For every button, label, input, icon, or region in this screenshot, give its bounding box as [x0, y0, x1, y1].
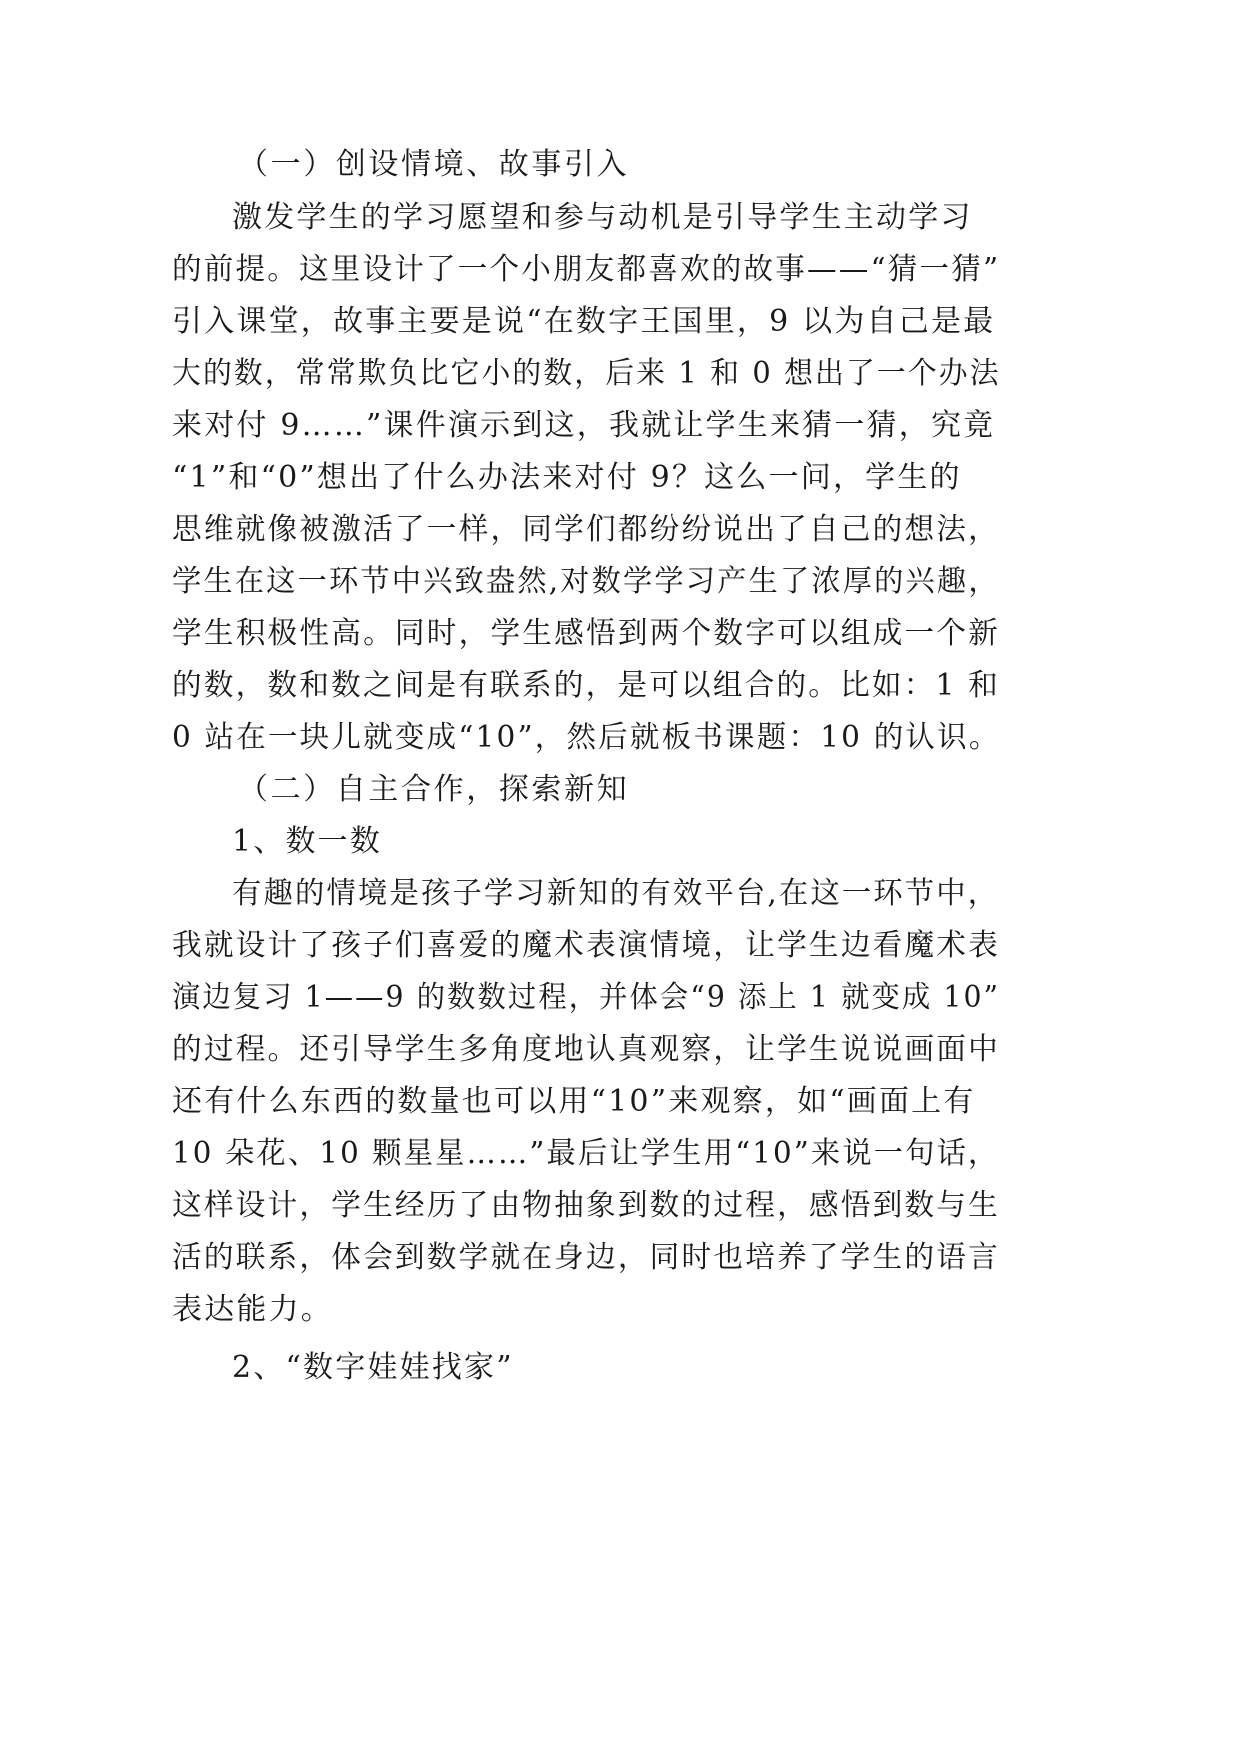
paragraph-line: 学生积极性高。同时，学生感悟到两个数字可以组成一个新: [172, 616, 1000, 651]
paragraph-line: 来对付 9……”课件演示到这，我就让学生来猜一猜，究竟: [172, 408, 996, 443]
paragraph-line: 学生在这一环节中兴致盎然,对数学学习产生了浓厚的兴趣，: [172, 564, 1000, 599]
paragraph-line: 10 朵花、10 颗星星……”最后让学生用“10”来说一句话，: [172, 1136, 1000, 1171]
paragraph-line: 思维就像被激活了一样，同学们都纷纷说出了自己的想法，: [172, 512, 1000, 547]
paragraph-line: 的数，数和数之间是有联系的，是可以组合的。比如：1 和: [172, 668, 1000, 703]
section-heading: （二）自主合作，探索新知: [238, 772, 630, 807]
paragraph-line: 演边复习 1——9 的数数过程，并体会“9 添上 1 就变成 10”: [172, 980, 1001, 1015]
paragraph-line: 激发学生的学习愿望和参与动机是引导学生主动学习: [232, 200, 973, 235]
paragraph-line: 活的联系，体会到数学就在身边，同时也培养了学生的语言: [172, 1240, 1000, 1275]
paragraph-line: 引入课堂，故事主要是说“在数字王国里，9 以为自己是最: [172, 304, 996, 339]
paragraph-line: 0 站在一块儿就变成“10”，然后就板书课题：10 的认识。: [172, 720, 1001, 755]
paragraph-line: 的前提。这里设计了一个小朋友都喜欢的故事——“猜一猜”: [172, 252, 1001, 287]
paragraph-line: 有趣的情境是孩子学习新知的有效平台,在这一环节中，: [232, 876, 1000, 911]
section-heading: （一）创设情境、故事引入: [238, 147, 630, 182]
paragraph-line: “1”和“0”想出了什么办法来对付 9？这么一问，学生的: [172, 460, 962, 495]
paragraph-line: 表达能力。: [172, 1292, 333, 1327]
paragraph-line: 这样设计，学生经历了由物抽象到数的过程，感悟到数与生: [172, 1188, 1000, 1223]
subsection-heading: 1、数一数: [232, 824, 383, 859]
paragraph-line: 我就设计了孩子们喜爱的魔术表演情境，让学生边看魔术表: [172, 928, 1000, 963]
paragraph-line: 还有什么东西的数量也可以用“10”来观察，如“画面上有: [172, 1084, 976, 1119]
paragraph-line: 大的数，常常欺负比它小的数，后来 1 和 0 想出了一个办法: [172, 356, 1001, 391]
paragraph-line: 的过程。还引导学生多角度地认真观察，让学生说说画面中: [172, 1032, 1000, 1067]
subsection-heading: 2、“数字娃娃找家”: [232, 1350, 514, 1385]
